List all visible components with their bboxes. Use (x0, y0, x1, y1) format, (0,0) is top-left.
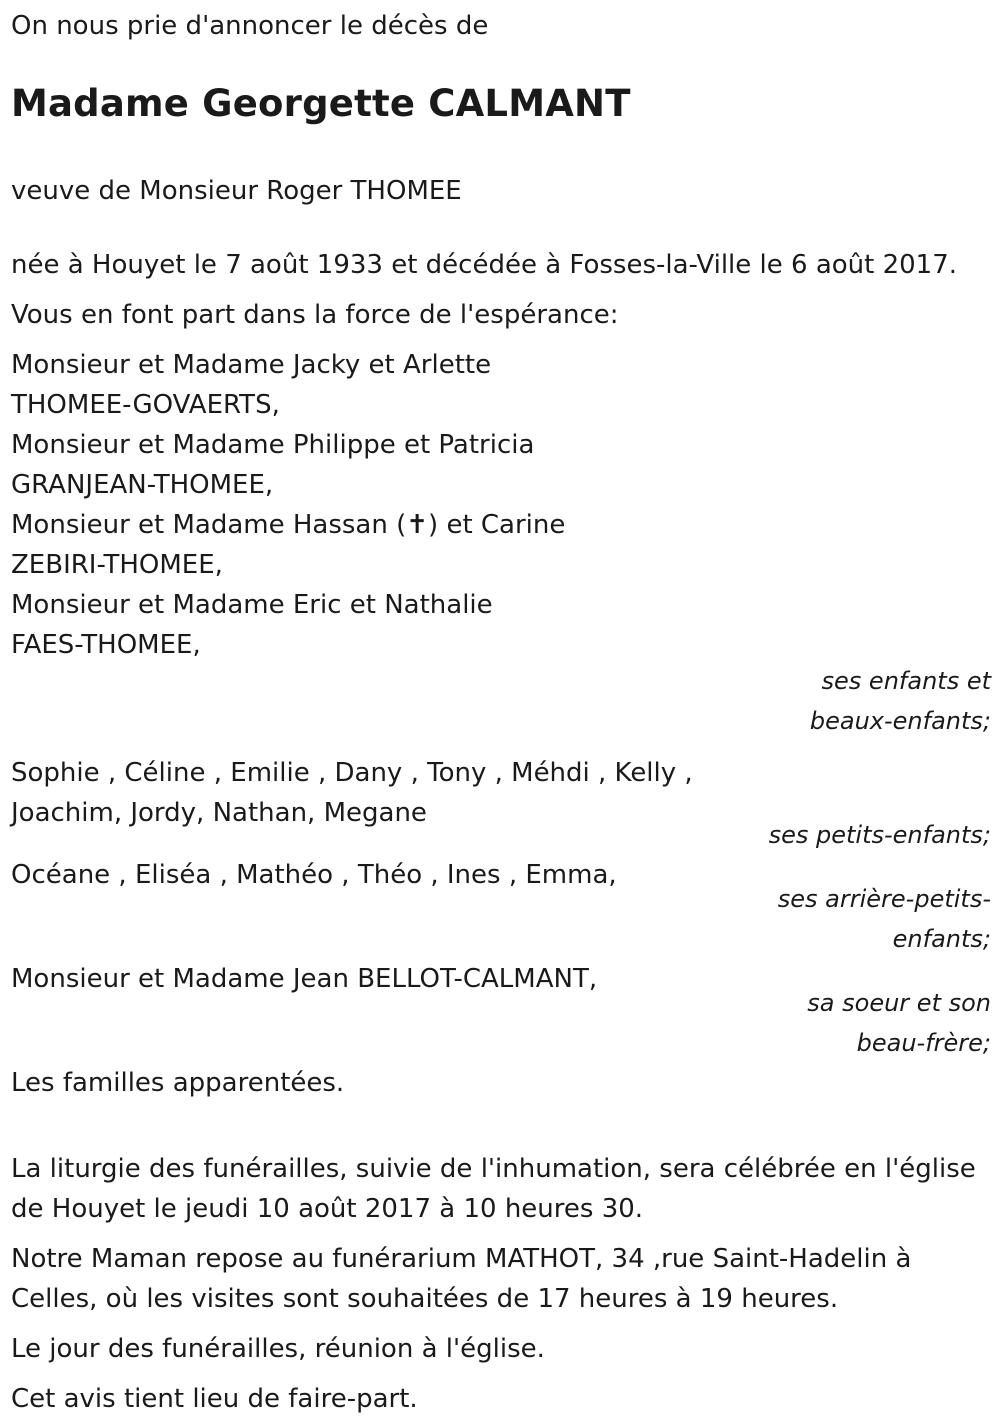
family-line: Monsieur et Madame Philippe et Patricia (11, 430, 535, 460)
family-line: Sophie , Céline , Emilie , Dany , Tony , Méhdi , Kelly , (11, 758, 693, 788)
funeral-line: La liturgie des funérailles, suivie de l'inhumation, sera célébrée en l'église (11, 1154, 976, 1184)
birth-death-line: née à Houyet le 7 août 1933 et décédée à Fosses-la-Ville le 6 août 2017. (11, 250, 958, 280)
relation-line: beau-frère; (856, 1029, 991, 1057)
funeral-line: de Houyet le jeudi 10 août 2017 à 10 heures 30. (11, 1194, 644, 1224)
relation-line: enfants; (892, 925, 991, 953)
family-line: Monsieur et Madame Jean BELLOT-CALMANT, (11, 964, 598, 994)
deceased-name: Madame Georgette CALMANT (11, 82, 631, 125)
family-line: THOMEE-GOVAERTS, (11, 390, 280, 420)
closing-line: Cet avis tient lieu de faire-part. (11, 1384, 418, 1414)
spouse-line: veuve de Monsieur Roger THOMEE (11, 176, 462, 206)
family-line: FAES-THOMEE, (11, 630, 201, 660)
family-line: ZEBIRI-THOMEE, (11, 550, 223, 580)
obituary-notice (11, 6, 991, 1419)
family-line: Océane , Eliséa , Mathéo , Théo , Ines , Emma, (11, 860, 617, 890)
rest-line: Notre Maman repose au funérarium MATHOT, 34 ,rue Saint-Hadelin à (11, 1244, 912, 1274)
hope-line: Vous en font part dans la force de l'espérance: (11, 300, 619, 330)
family-line: Joachim, Jordy, Nathan, Megane (11, 798, 427, 828)
relation-line: ses arrière-petits- (777, 885, 991, 913)
families-line: Les familles apparentées. (11, 1068, 345, 1098)
rest-paragraph (11, 1239, 991, 1319)
family-line: Monsieur et Madame Hassan (✝) et Carine (11, 510, 566, 540)
meeting-line: Le jour des funérailles, réunion à l'église. (11, 1334, 545, 1364)
intro-text: On nous prie d'annoncer le décès de (11, 11, 489, 41)
children-list (11, 345, 991, 665)
funeral-paragraph (11, 1149, 991, 1229)
family-line: GRANJEAN-THOMEE, (11, 470, 274, 500)
relation-line: sa soeur et son (807, 989, 991, 1017)
rest-line: Celles, où les visites sont souhaitées de 17 heures à 19 heures. (11, 1284, 839, 1314)
family-line: Monsieur et Madame Jacky et Arlette (11, 350, 492, 380)
relation-line: ses enfants et (821, 667, 991, 695)
family-line: Monsieur et Madame Eric et Nathalie (11, 590, 493, 620)
relation-line: ses petits-enfants; (768, 821, 991, 849)
relation-line: beaux-enfants; (809, 707, 991, 735)
children-relation (11, 661, 991, 741)
